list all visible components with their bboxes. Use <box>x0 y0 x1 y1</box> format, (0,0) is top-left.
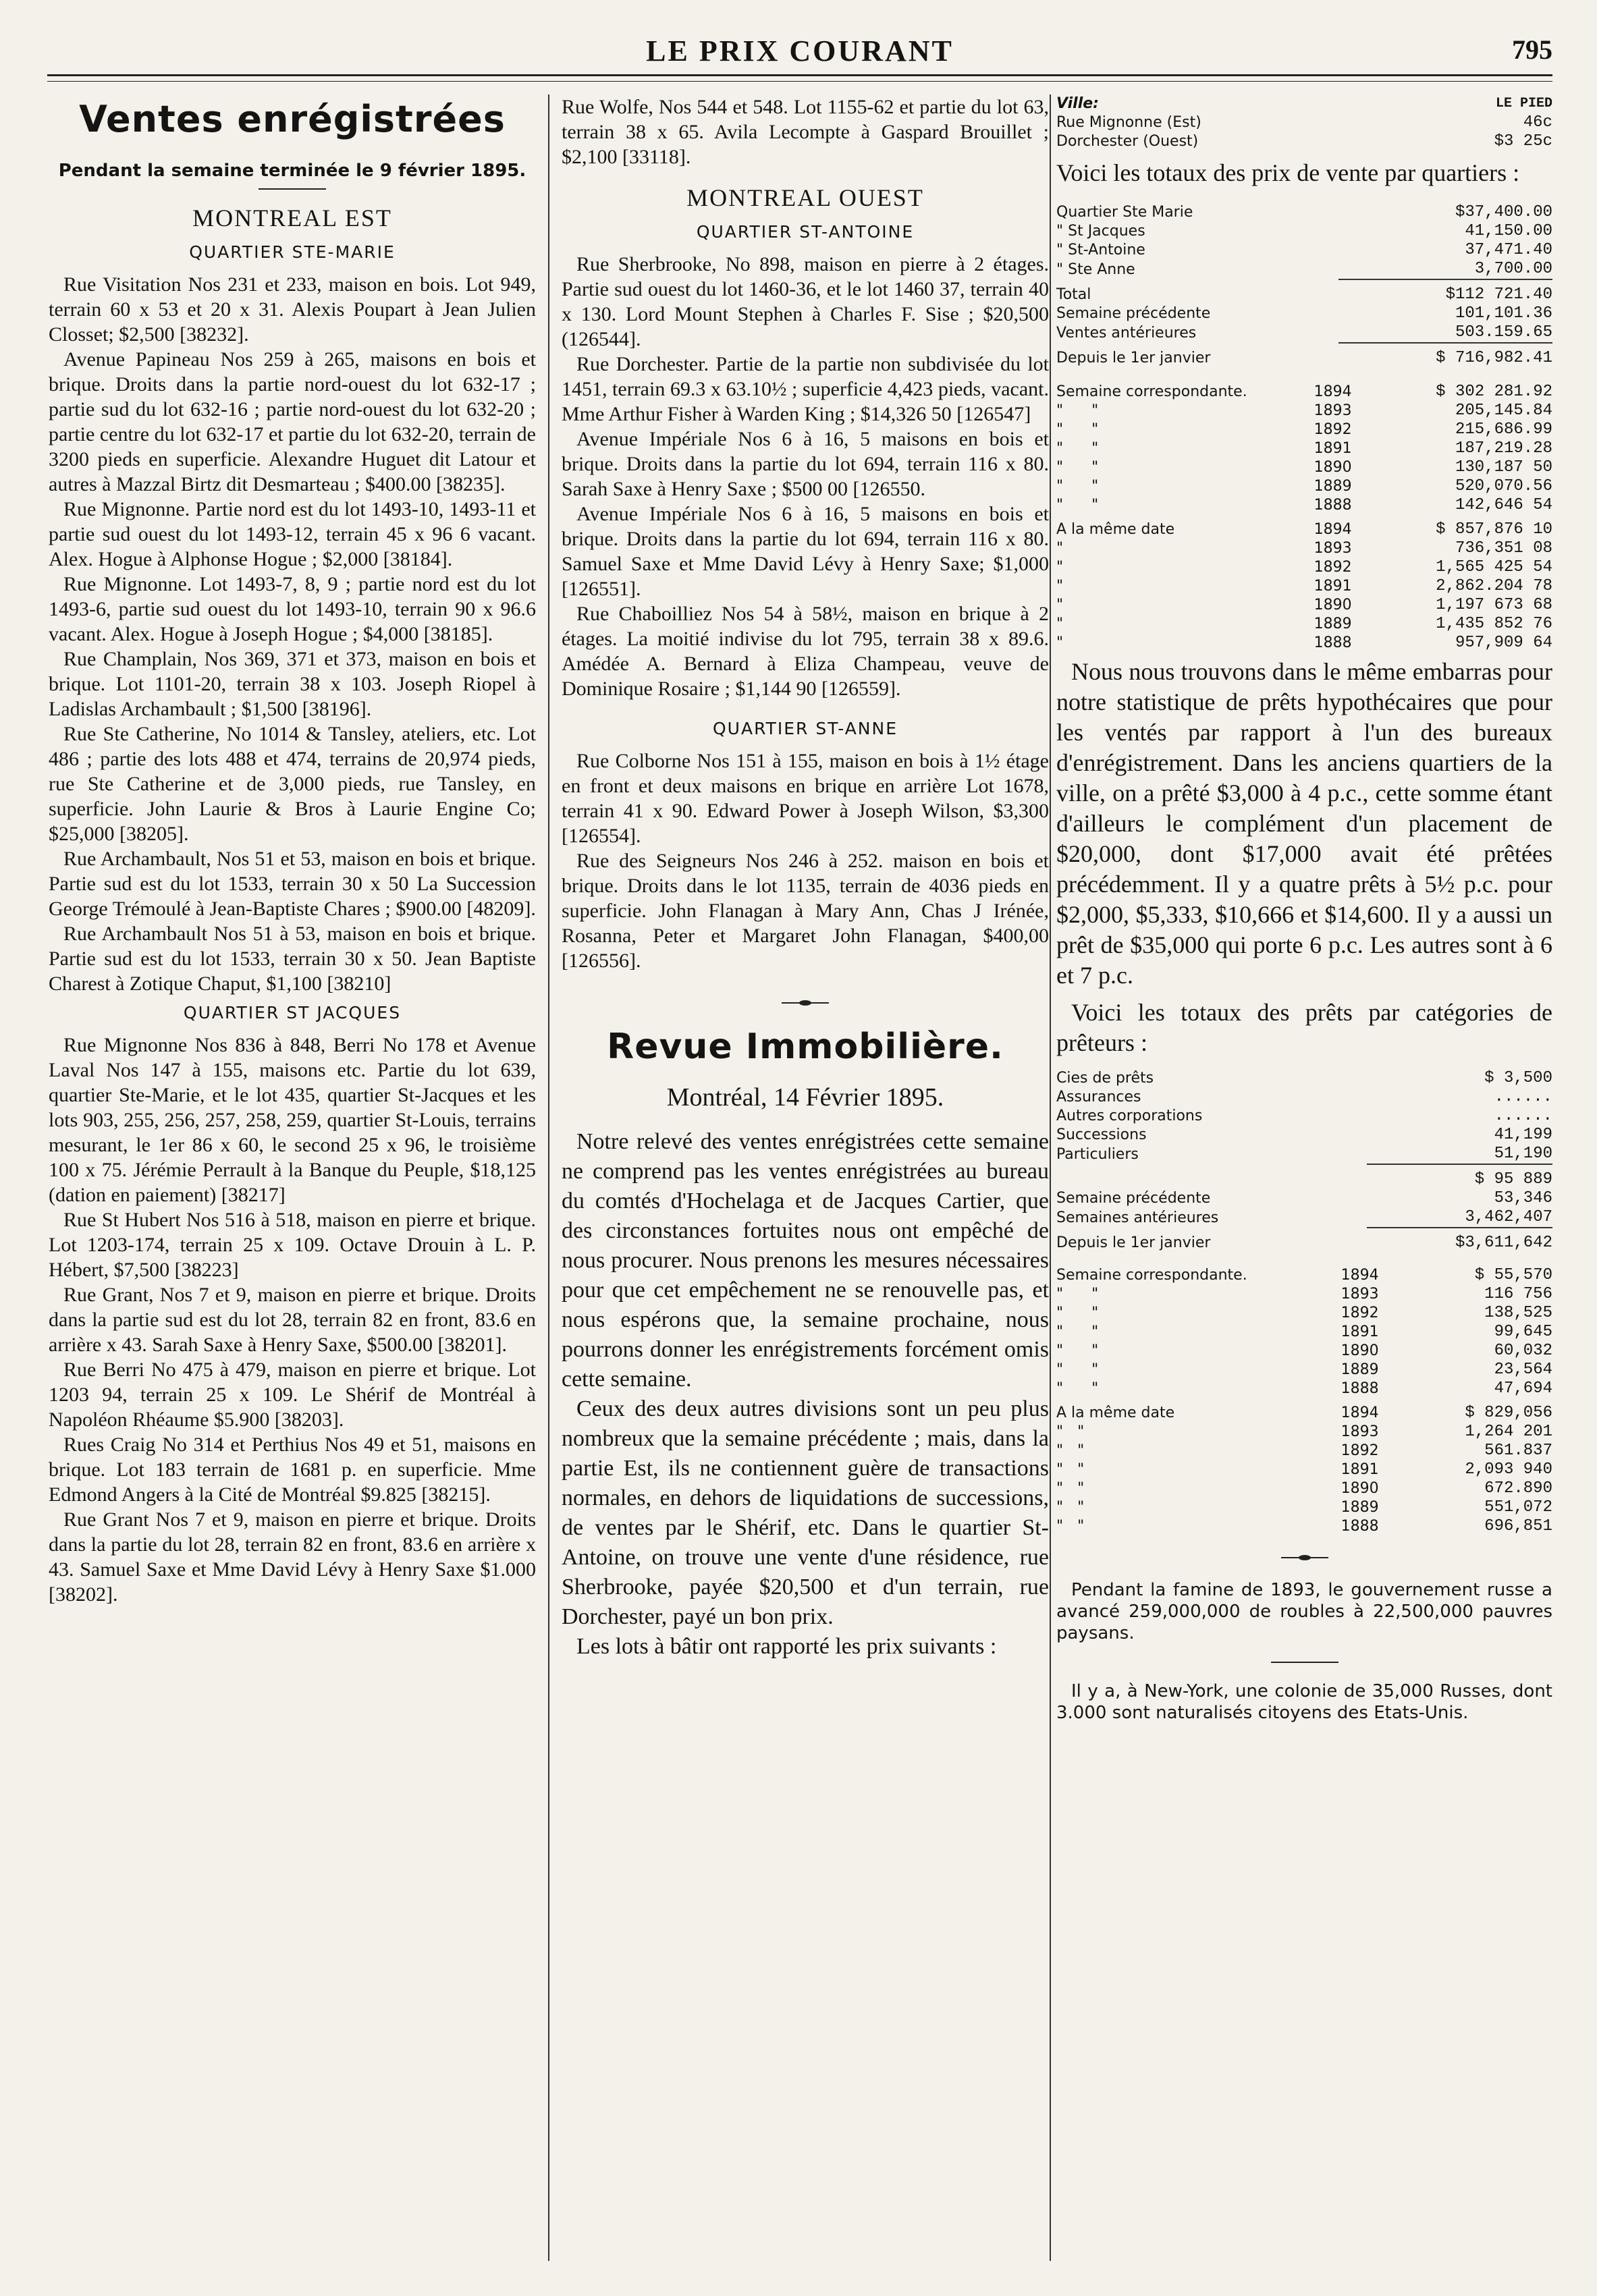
ornament-divider <box>1281 1555 1328 1560</box>
row-year: 1888 <box>1314 497 1352 514</box>
row-year: 1888 <box>1341 1380 1379 1397</box>
row-year: 1889 <box>1341 1499 1379 1516</box>
row-label: Cies de prêts <box>1056 1070 1154 1087</box>
row-label: Depuis le 1er janvier <box>1056 349 1211 366</box>
row-year: 1890 <box>1341 1480 1379 1497</box>
row-value: 60,032 <box>1494 1342 1552 1360</box>
row-label: " St Jacques <box>1056 223 1145 240</box>
loans-by-lender-table <box>1056 1069 1552 1253</box>
row-label: Assurances <box>1056 1089 1141 1105</box>
row-value: $37,400.00 <box>1455 203 1552 221</box>
row-value: 672.890 <box>1484 1479 1552 1498</box>
sale-entry: Rue Chaboilliez Nos 54 à 58½, maison en brique à 2 étages. La moitié indivise du lot 795, terrain 38 x 89.6. Amédée A. Bernard à Eliza Champeau, veuve de Dominique Rosaire ; $1,144 90 [126559]. <box>562 603 1049 700</box>
sale-entry: Rue Mignonne. Partie nord est du lot 1493-10, 1493-11 et partie sud ouest du lot 1493-12, terrain 45 x 96 6 vacant. Alex. Hogue à Alphonse Hogue ; $2,000 [38184]. <box>49 498 536 570</box>
row-value: 187,219.28 <box>1455 439 1552 458</box>
row-label: Dorchester (Ouest) <box>1056 133 1199 150</box>
row-year: 1892 <box>1314 559 1352 576</box>
row-value: 3,462,407 <box>1465 1208 1552 1226</box>
row-value: $112 721.40 <box>1338 279 1552 304</box>
row-value: 561.837 <box>1484 1442 1552 1460</box>
column-2 <box>562 94 1049 2254</box>
revue-paragraph: Ceux des deux autres divisions sont un peu plus nombreux que la semaine précédente ; mais, dans la partie Est, ils ne contiennent guère de transactions normales, en dehors de liquidations de successions, de ventes par le Shérif, etc. Dans le quartier St-Antoine, on trouve une vente d'une résidence, rue Sherbrooke, payée $20,500 et d'un terrain, rue Dorchester, payé un bon prix. <box>562 1396 1049 1629</box>
row-value: 1,565 425 54 <box>1436 558 1552 576</box>
row-label: Successions <box>1056 1126 1147 1143</box>
row-label: A la même date <box>1056 521 1175 538</box>
row-value: 2,093 940 <box>1465 1460 1552 1479</box>
row-value: $ 716,982.41 <box>1338 343 1552 368</box>
row-year: 1893 <box>1341 1286 1379 1303</box>
row-year: 1888 <box>1314 634 1352 651</box>
row-value: 130,187 50 <box>1455 458 1552 476</box>
row-year: 1894 <box>1314 521 1352 538</box>
row-value: 1,197 673 68 <box>1436 596 1552 614</box>
sales-comparison-table: Semaine correspondante. 1894 $ 302 281.92 " " 1893 205,145.84 " " 1892 215,686.99 " " 1891 187,219.28 " " 1890 130,187 50 " " 1889 520,070.56 " " 1888 142,646 54 A la même date 1894 $ 857,876 10 " 1893 736,351 08 " 1892 1,565 425 54 " 1891 2,862.204 78 " 1890 1,197 673 68 " 1889 1,435 852 76 " 1888 957,909 64 <box>1056 383 1552 652</box>
table-header-right: LE PIED <box>1495 96 1552 111</box>
sale-entry: Rue Visitation Nos 231 et 233, maison en bois. Lot 949, terrain 60 x 53 et 20 x 31. Alexis Poupart à Jean Julien Closset; $2,500 [38232]. <box>49 273 536 346</box>
sale-entry: Rue Mignonne Nos 836 à 848, Berri No 178 et Avenue Laval Nos 147 à 155, maisons etc. Partie du lot 639, quartier Ste-Marie, et le lot 435, quartier St-Jacques et les lots 903, 255, 256, 257, 258, 259, quartier St-Louis, terrains mesurant, le 1er 86 x 60, le second 25 x 96, le troisième 100 x 75. Jérémie Perrault à la Banque du Peuple, $18,125 (dation en paiement) [38217] <box>49 1034 536 1206</box>
district-heading: MONTREAL OUEST <box>686 184 924 211</box>
row-year: 1894 <box>1341 1404 1379 1421</box>
row-year: 1891 <box>1341 1323 1379 1340</box>
lot-prices-table <box>1056 94 1552 151</box>
row-value: 3,700.00 <box>1474 260 1552 278</box>
row-label: Semaine précédente <box>1056 1190 1211 1207</box>
row-label: Semaine correspondante. <box>1056 383 1247 400</box>
column-3 <box>1056 94 1552 2254</box>
table-intro: Voici les totaux des prêts par catégories de prêteurs : <box>1056 999 1552 1056</box>
row-year: 1893 <box>1314 402 1352 419</box>
period-note: Pendant la semaine terminée le 9 février 1895. <box>58 161 526 181</box>
row-year: 1892 <box>1341 1442 1379 1459</box>
row-value: 37,471.40 <box>1465 241 1552 259</box>
ornament-divider <box>782 1000 829 1006</box>
row-value: 957,909 64 <box>1455 634 1552 652</box>
sale-entry: Rue Archambault Nos 51 à 53, maison en bois et brique. Partie sud est du lot 1533, terrain 30 x 50. Jean Baptiste Charest à Zotique Chaput, $1,100 [38210] <box>49 923 536 995</box>
row-label: Semaine correspondante. <box>1056 1267 1247 1284</box>
row-value: 1,264 201 <box>1465 1423 1552 1441</box>
sale-entry: Rue des Seigneurs Nos 246 à 252. maison en bois et brique. Droits dans le lot 1135, terrain de 4036 pieds en superficie. John Flanagan à Mary Ann, Chas J Irénée, Rosanna, Peter et Margaret John Flanagan, $400,00 [126556]. <box>562 850 1049 972</box>
journal-title: LE PRIX COURANT <box>646 34 954 67</box>
sale-entry: Avenue Impériale Nos 6 à 16, 5 maisons en bois et brique. Droits dans la partie du lot 694, terrain 116 x 80. Sarah Saxe à Henry Saxe ; $500 00 [126550. <box>562 428 1049 500</box>
row-year: 1893 <box>1341 1423 1379 1440</box>
header-rule-thin <box>47 81 1552 82</box>
quarter-heading: QUARTIER ST JACQUES <box>183 1003 402 1022</box>
divider <box>259 188 326 190</box>
row-year: 1894 <box>1341 1267 1379 1284</box>
row-year: 1890 <box>1341 1342 1379 1359</box>
row-value: 41,199 <box>1494 1126 1552 1144</box>
row-value: 1,435 852 76 <box>1436 615 1552 633</box>
row-value: 142,646 54 <box>1455 496 1552 514</box>
row-value: 551,072 <box>1484 1498 1552 1516</box>
column-1 <box>49 94 536 2254</box>
row-value: 2,862.204 78 <box>1436 577 1552 595</box>
district-heading: MONTREAL EST <box>192 204 392 231</box>
row-year: 1890 <box>1314 459 1352 476</box>
row-year: 1889 <box>1314 478 1352 495</box>
row-value: 520,070.56 <box>1455 477 1552 495</box>
row-year: 1892 <box>1341 1305 1379 1321</box>
sale-entry: Rue Colborne Nos 151 à 155, maison en bois à 1½ étage en front et deux maisons en brique en arrière Lot 1678, terrain 41 x 90. Edward Power à Joseph Wilson, $3,300 [126554]. <box>562 750 1049 847</box>
row-label: Autres corporations <box>1056 1108 1203 1124</box>
row-value: 41,150.00 <box>1465 222 1552 240</box>
running-header <box>47 34 1552 76</box>
row-value: $ 857,876 10 <box>1436 520 1552 539</box>
row-value: 23,564 <box>1494 1361 1552 1379</box>
row-label: " St-Antoine <box>1056 242 1145 258</box>
table-header-left: Ville: <box>1056 95 1099 112</box>
row-value: 736,351 08 <box>1455 539 1552 557</box>
sale-entry: Rue Champlain, Nos 369, 371 et 373, maison en bois et brique. Lot 1101-20, terrain 38 x 103. Joseph Riopel à Ladislas Archambault ; $1,500 [38196]. <box>49 648 536 720</box>
sale-entry: Rues Craig No 314 et Perthius Nos 49 et 51, maisons en brique. Lot 183 terrain de 1681 p. en superficie. Mme Edmond Angers à la Cité de Montréal $9.825 [38215]. <box>49 1433 536 1506</box>
sale-entry: Rue Mignonne. Lot 1493-7, 8, 9 ; partie nord est du lot 1493-6, partie sud ouest du lot 1493-10, terrain 90 x 96.6 vacant. Alex. Hogue à Joseph Hogue ; $4,000 [38185]. <box>49 573 536 645</box>
row-value: 205,145.84 <box>1455 402 1552 420</box>
header-rule <box>47 74 1552 76</box>
sale-entry: Rue St Hubert Nos 516 à 518, maison en pierre et brique. Lot 1203-174, terrain 25 x 109. Octave Drouin à L. P. Hébert, $7,500 [38223] <box>49 1209 536 1281</box>
row-value: 46c <box>1523 113 1552 132</box>
row-value: $ 95 889 <box>1367 1164 1552 1189</box>
row-value: 215,686.99 <box>1455 420 1552 439</box>
row-year: 1888 <box>1341 1518 1379 1535</box>
sale-entry: Rue Grant Nos 7 et 9, maison en pierre et brique. Droits dans la partie du lot 28, terrain 82 en front, 83.6 en arrière x 43. Samuel Saxe et Mme David Lévy à Henry Saxe $1.000 [38202]. <box>49 1508 536 1606</box>
row-label: Total <box>1056 285 1091 303</box>
row-label: " Ste Anne <box>1056 261 1135 278</box>
row-label: Depuis le 1er janvier <box>1056 1234 1211 1251</box>
sale-entry: Rue Dorchester. Partie de la partie non subdivisée du lot 1451, terrain 69.3 x 63.10½ ; superficie 4,423 pieds, vacant. Mme Arthur Fisher à Warden King ; $14,326 50 [126547] <box>562 353 1049 425</box>
row-year: 1889 <box>1314 616 1352 632</box>
row-value: 696,851 <box>1484 1517 1552 1535</box>
row-value: $ 55,570 <box>1474 1266 1552 1284</box>
column-divider <box>548 94 549 2261</box>
row-value: $ 3,500 <box>1484 1069 1552 1087</box>
row-value: 101,101.36 <box>1455 304 1552 323</box>
sale-entry: Rue Wolfe, Nos 544 et 548. Lot 1155-62 et partie du lot 63, terrain 38 x 65. Avila Lecompte à Gaspard Brouillet ; $2,100 [33118]. <box>562 96 1049 168</box>
loans-comparison-table: Semaine correspondante. 1894 $ 55,570 " " 1893 116 756 " " 1892 138,525 " " 1891 99,645 " " 1890 60,032 " " 1889 23,564 " " 1888 47,694 A la même date 1894 $ 829,056 " " 1893 1,264 201 " " 1892 561.837 " " 1891 2,093 940 " " 1890 672.890 " " 1889 551,072 " " 1888 696,851 <box>1056 1266 1552 1535</box>
column-divider <box>1050 94 1051 2261</box>
row-year: 1890 <box>1314 597 1352 613</box>
row-value: $ 829,056 <box>1465 1404 1552 1422</box>
row-year: 1891 <box>1314 440 1352 457</box>
row-label: Ventes antérieures <box>1056 324 1197 341</box>
mortgage-paragraph: Nous nous trouvons dans le même embarras pour notre statistique de prêts hypothécaires que pour les ventés par rapport à l'un des bureaux d'enrégistrement. Dans les anciens quartiers de la ville, on a prêté $3,000 à 4 p.c., cette somme étant d'ailleurs le complément d'un placement de $20,000, dont $17,000 avait été prêtées précédemment. Il y a quatre prêts à 5½ p.c. pour $2,000, $5,333, $10,666 et $14,600. Il y a aussi un prêt de $35,000 qui porte 6 p.c. Les autres sont à 6 et 7 p.c. <box>1056 658 1552 989</box>
news-note: Il y a, à New-York, une colonie de 35,000 Russes, dont 3.000 sont naturalisés citoyens des Etats-Unis. <box>1056 1681 1552 1723</box>
revue-paragraph: Notre relevé des ventes enrégistrées cette semaine ne comprend pas les ventes enrégistrées au bureau du comtés d'Hochelaga et de Jacques Cartier, que des circonstances fortuites nous ont empêché de nous procurer. Nous prenons les mesures nécessaires pour que cet empêchement ne se renouvelle pas, et nous espérons que, la semaine prochaine, nous pourrons donner les enrégistrements forcément omis cette semaine. <box>562 1129 1049 1392</box>
row-value: 138,525 <box>1484 1304 1552 1322</box>
sale-entry: Rue Sherbrooke, No 898, maison en pierre à 2 étages. Partie sud ouest du lot 1460-36, et le lot 1460 37, terrain 40 x 130. Lord Mount Stephen à Charles F. Sise ; $20,500 (126544]. <box>562 253 1049 350</box>
row-year: 1894 <box>1314 383 1352 400</box>
row-value: 53,346 <box>1494 1189 1552 1207</box>
divider <box>1271 1662 1338 1663</box>
row-year: 1891 <box>1341 1461 1379 1478</box>
row-label: Semaines antérieures <box>1056 1209 1219 1226</box>
row-value: ...... <box>1494 1088 1552 1106</box>
row-label <box>1056 1164 1367 1189</box>
row-year: 1889 <box>1341 1361 1379 1378</box>
quarter-heading: QUARTIER ST-ANTOINE <box>696 222 915 242</box>
row-value: 116 756 <box>1484 1285 1552 1303</box>
table-intro: Voici les totaux des prix de vente par quartiers : <box>1056 159 1520 186</box>
row-label: Semaine précédente <box>1056 305 1211 322</box>
row-value: ...... <box>1494 1107 1552 1125</box>
row-value: $ 302 281.92 <box>1436 383 1552 401</box>
sale-entry: Avenue Impériale Nos 6 à 16, 5 maisons en bois et brique. Droits dans la partie du lot 694, terrain 116 x 80. Samuel Saxe et Mme David Lévy à Henry Saxe; $1,000 [126551]. <box>562 503 1049 600</box>
section-heading: Ventes enrégistrées <box>79 98 506 140</box>
quarter-heading: QUARTIER STE-MARIE <box>189 242 396 262</box>
row-label: Particuliers <box>1056 1145 1139 1163</box>
row-value: 47,694 <box>1494 1379 1552 1398</box>
row-label: A la même date <box>1056 1404 1175 1421</box>
revue-dateline: Montréal, 14 Février 1895. <box>666 1083 944 1112</box>
row-year: 1892 <box>1314 421 1352 438</box>
sales-by-quarter-table <box>1056 203 1552 368</box>
revue-paragraph: Les lots à bâtir ont rapporté les prix suivants : <box>576 1634 997 1659</box>
revue-heading: Revue Immobilière. <box>607 1027 1004 1067</box>
sale-entry: Rue Ste Catherine, No 1014 & Tansley, ateliers, etc. Lot 486 ; partie des lots 488 et 474, terrains de 20,974 pieds, rue Ste Catherine et de 3,000 pieds, rue Tansley, en superficie. John Laurie & Bros à Laurie Engine Co; $25,000 [38205]. <box>49 723 536 845</box>
row-value: 503.159.65 <box>1455 323 1552 341</box>
row-label: Quartier Ste Marie <box>1056 204 1193 221</box>
row-value: $3 25c <box>1494 132 1552 151</box>
row-value: 51,190 <box>1494 1145 1552 1163</box>
sale-entry: Avenue Papineau Nos 259 à 265, maisons en bois et brique. Droits dans la partie nord-ouest du lot 632-17 ; partie sud du lot 632-16 ; partie nord-ouest du lot 632-20 ; partie centre du lot 632-17 et partie du lot 632-20, terrain de 3200 pieds en superficie. Alexandre Huguet dit Latour et autres à Mazzal Birtz dit Desmarteau ; $400.00 [38235]. <box>49 348 536 495</box>
sale-entry: Rue Archambault, Nos 51 et 53, maison en bois et brique. Partie sud est du lot 1533, terrain 30 x 50 La Succession George Trémoulé à Jean-Baptiste Chares ; $900.00 [48209]. <box>49 848 536 920</box>
row-label: Rue Mignonne (Est) <box>1056 114 1201 131</box>
sale-entry: Rue Berri No 475 à 479, maison en pierre et brique. Lot 1203 94, terrain 25 x 109. Le Shérif de Montréal à Napoléon Rhéaume $5.900 [38203]. <box>49 1359 536 1431</box>
row-year: 1891 <box>1314 578 1352 595</box>
sale-entry: Rue Grant, Nos 7 et 9, maison en pierre et brique. Droits dans la partie sud est du lot 28, terrain 82 en front, 83.6 en arrière x 43. Sarah Saxe à Henry Saxe, $500.00 [38201]. <box>49 1284 536 1356</box>
row-value: 99,645 <box>1494 1323 1552 1341</box>
quarter-heading: QUARTIER ST-ANNE <box>712 719 898 738</box>
page-number: 795 <box>1512 34 1552 65</box>
row-year: 1893 <box>1314 540 1352 557</box>
news-note: Pendant la famine de 1893, le gouvernement russe a avancé 259,000,000 de roubles à 22,500,000 pauvres paysans. <box>1056 1580 1552 1643</box>
row-value: $3,611,642 <box>1367 1228 1552 1253</box>
